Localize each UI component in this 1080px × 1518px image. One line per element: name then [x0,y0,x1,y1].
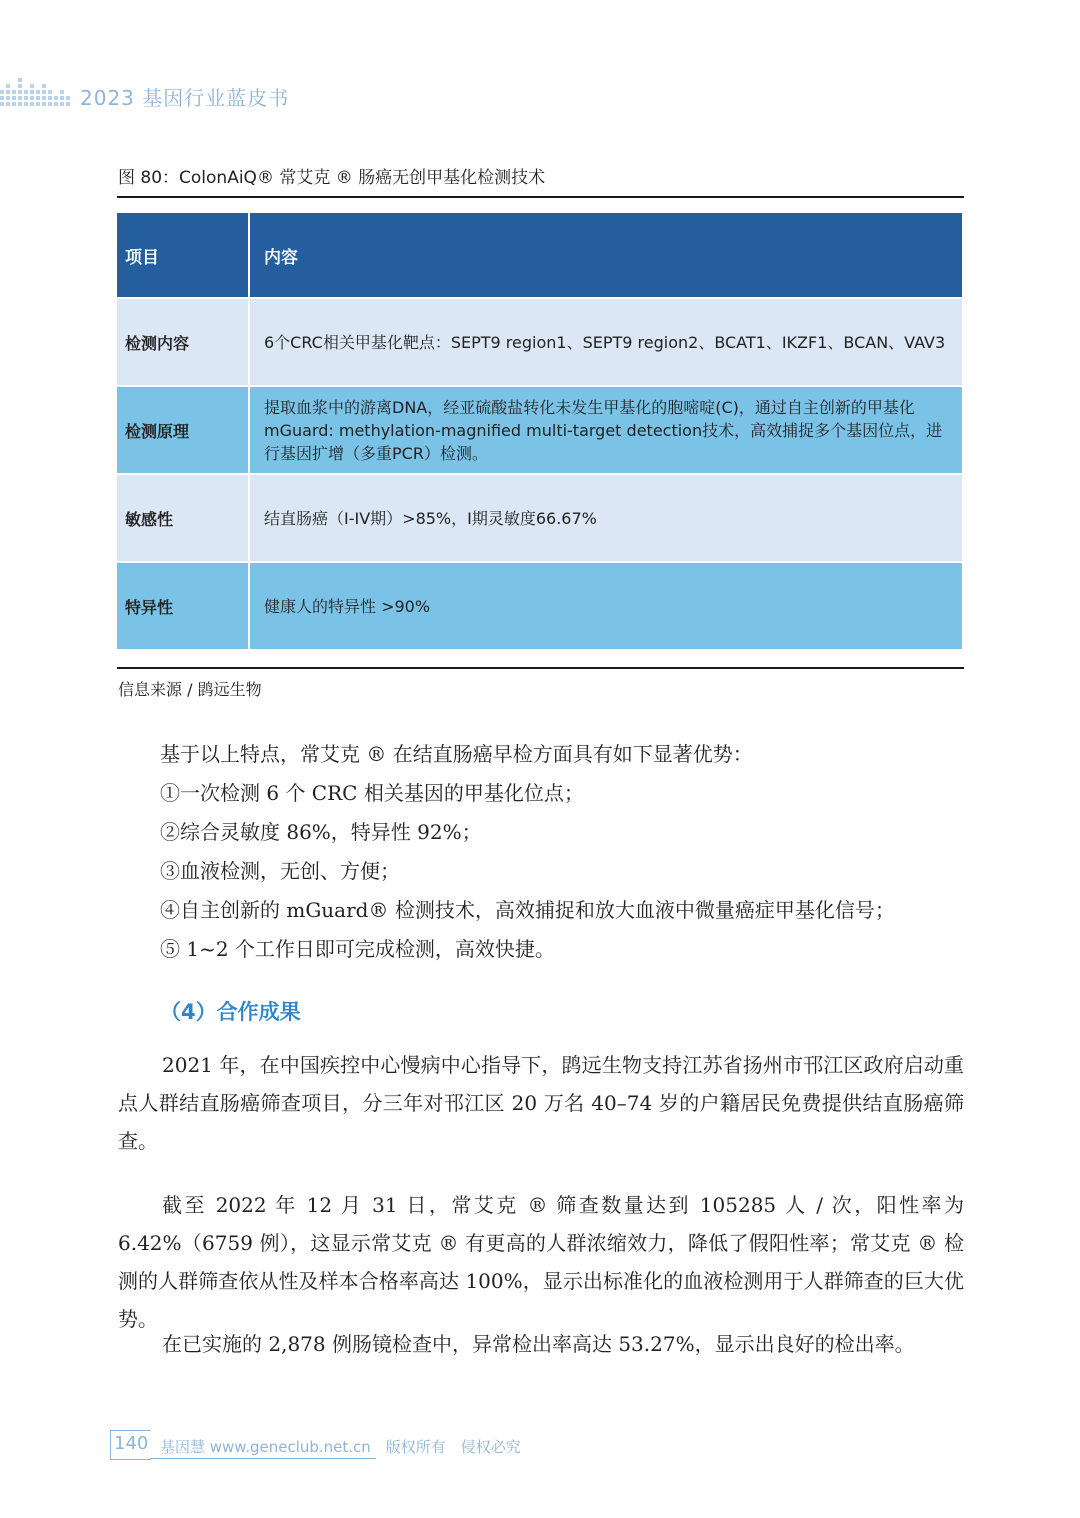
running-header-title: 2023 基因行业蓝皮书 [80,86,290,110]
row-value: 结直肠癌（I-IV期）>85%，I期灵敏度66.67% [249,474,963,562]
paragraph-text: 2021 年，在中国疾控中心慢病中心指导下，鹍远生物支持江苏省扬州市邗江区政府启动重点人群结直肠癌筛查项目，分三年对邗江区 20 万名 40–74 岁的户籍居民免费提供结直肠癌筛查。 [118,1053,964,1153]
figure-source: 信息来源 / 鹍远生物 [118,680,262,699]
row-key: 检测原理 [117,386,249,474]
table-row [117,386,963,474]
table-row [117,474,963,562]
table-bottom-rule [117,667,964,669]
advantages-intro: 基于以上特点，常艾克 ® 在结直肠癌早检方面具有如下显著优势： [160,742,753,766]
body-paragraph [118,1325,964,1363]
table-header-row [117,213,963,298]
row-key: 特异性 [117,562,249,650]
advantage-item: ②综合灵敏度 86%，特异性 92%； [160,820,482,844]
advantage-item: ⑤ 1~2 个工作日即可完成检测，高效快捷。 [160,937,555,961]
advantage-item: ③血液检测，无创、方便； [160,859,400,883]
advantage-item: ①一次检测 6 个 CRC 相关基因的甲基化位点； [160,781,584,805]
footer-underline [150,1458,376,1459]
body-paragraph [118,1186,964,1338]
paragraph-text: 在已实施的 2,878 例肠镜检查中，异常检出率高达 53.27%，显示出良好的检出率。 [162,1332,915,1356]
row-value: 6个CRC相关甲基化靶点：SEPT9 region1、SEPT9 region2、BCAT1、IKZF1、BCAN、VAV3 [249,298,963,386]
table-row [117,298,963,386]
table-row [117,562,963,650]
row-key: 检测内容 [117,298,249,386]
page-number: 140 [114,1433,149,1454]
advantage-item: ④自主创新的 mGuard® 检测技术，高效捕捉和放大血液中微量癌症甲基化信号； [160,898,895,922]
paragraph-text: 截至 2022 年 12 月 31 日，常艾克 ® 筛查数量达到 105285 人 / 次，阳性率为 6.42%（6759 例），这显示常艾克 ® 有更高的人群浓缩效力，降低了假阳性率；常艾克 ® 检测的人群筛查依从性及样本合格率高达 100%，显示出标准化的血液检测用于人群筛查的巨大优势。 [118,1193,964,1331]
spec-table [117,213,964,651]
table-top-rule [117,196,964,198]
row-key: 敏感性 [117,474,249,562]
figure-caption: 图 80：ColonAiQ® 常艾克 ® 肠癌无创甲基化检测技术 [118,168,546,188]
column-header-content: 内容 [249,213,963,298]
body-paragraph [118,1046,964,1160]
header-decoration [0,78,72,108]
footer-text: 基因慧 www.geneclub.net.cn 版权所有 侵权必究 [160,1438,521,1456]
row-value: 健康人的特异性 >90% [249,562,963,650]
row-value: 提取血浆中的游离DNA，经亚硫酸盐转化未发生甲基化的胞嘧啶(C)，通过自主创新的甲基化mGuard: methylation-magnified multi-target detection技术，高效捕捉多个基因位点，进行基因扩增（多重PCR）检测。 [249,386,963,474]
column-header-item: 项目 [117,213,249,298]
section-heading: （4）合作成果 [160,1000,301,1024]
